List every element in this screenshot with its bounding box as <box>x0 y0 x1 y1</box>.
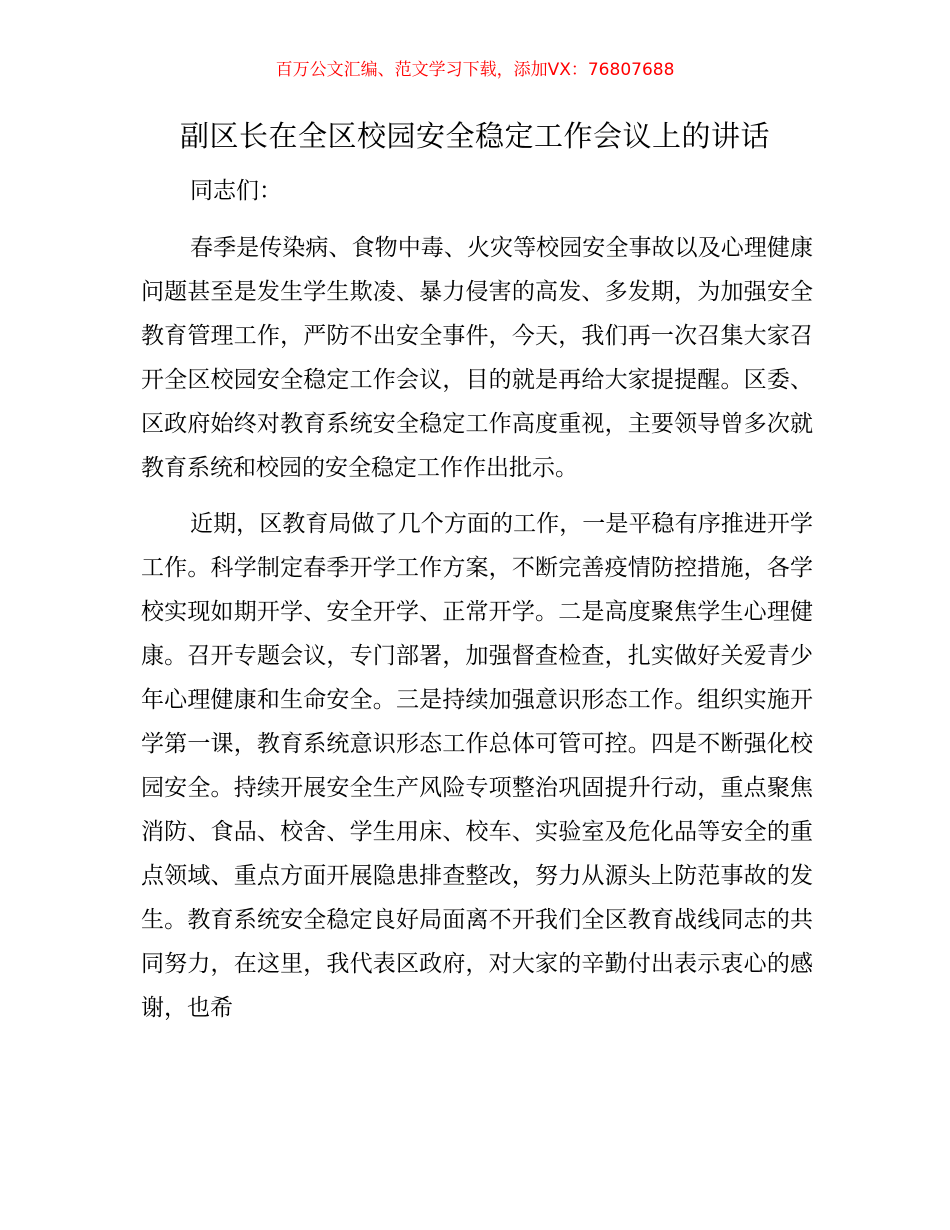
paragraph-2: 近期，区教育局做了几个方面的工作，一是平稳有序推进开学工作。科学制定春季开学工作方案，不断完善疫情防控措施，各学校实现如期开学、安全开学、正常开学。二是高度聚焦学生心理健康。召开专题会议，专门部署，加强督查检查，扎实做好关爱青少年心理健康和生命安全。三是持续加强意识形态工作。组织实施开学第一课，教育系统意识形态工作总体可管可控。四是不断强化校园安全。持续开展安全生产风险专项整治巩固提升行动，重点聚焦消防、食品、校舍、学生用床、校车、实验室及危化品等安全的重点领域、重点方面开展隐患排查整改，努力从源头上防范事故的发生。教育系统安全稳定良好局面离不开我们全区教育战线同志的共同努力，在这里，我代表区政府，对大家的辛勤付出表示衷心的感谢，也希 <box>141 511 813 1021</box>
document-title: 副区长在全区校园安全稳定工作会议上的讲话 <box>179 119 770 153</box>
salutation: 同志们： <box>190 178 282 204</box>
document-body <box>141 168 813 1042</box>
header-watermark-note: 百万公文汇编、范文学习下载，添加VX：76807688 <box>275 60 675 80</box>
paragraph-1: 春季是传染病、食物中毒、火灾等校园安全事故以及心理健康问题甚至是发生学生欺凌、暴力侵害的高发、多发期，为加强安全教育管理工作，严防不出安全事件，今天，我们再一次召集大家召开全区校园安全稳定工作会议，目的就是再给大家提提醒。区委、区政府始终对教育系统安全稳定工作高度重视，主要领导曾多次就教育系统和校园的安全稳定工作作出批示。 <box>141 235 813 481</box>
